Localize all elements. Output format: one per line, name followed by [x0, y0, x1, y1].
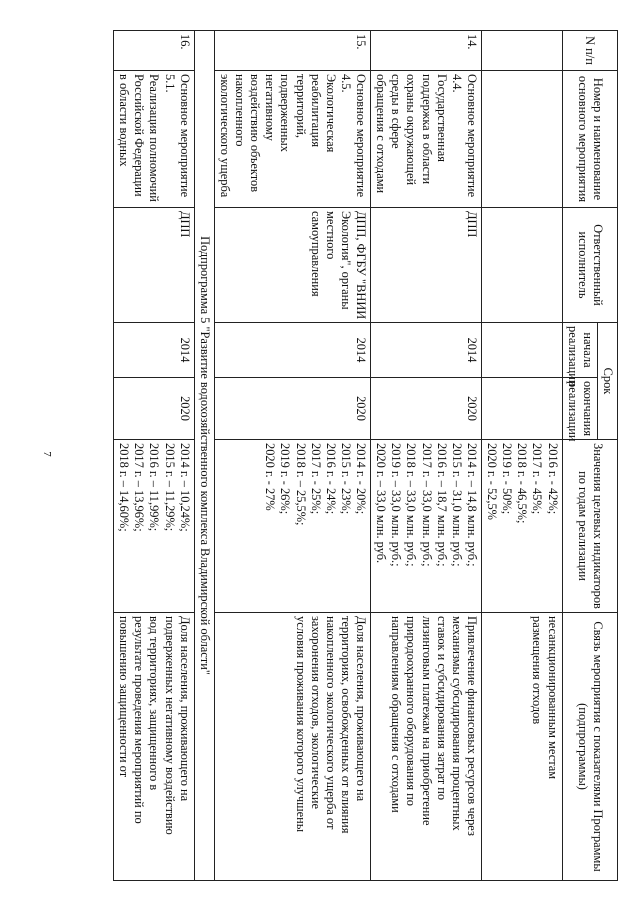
text-line: Привлечение финансовых ресурсов через: [465, 616, 479, 836]
cell-responsible: [371, 208, 482, 323]
text-line: Российской Федерации: [132, 74, 147, 197]
cell-name: [371, 71, 482, 208]
text-line: захоронения отходов, экологические: [308, 616, 323, 809]
text-line: в области водных: [117, 74, 132, 167]
text-line: повышению защищенности от: [117, 616, 132, 778]
text-line: местного: [323, 211, 338, 260]
header-term: Срок: [597, 323, 617, 440]
text-line: реабилитация: [308, 74, 323, 148]
cell-end: 2020: [114, 378, 195, 440]
cell-num: 16.: [114, 31, 195, 71]
text-line: Основное мероприятие: [354, 74, 369, 198]
header-link: Связь мероприятия с показателями Программы (подпрограммы): [562, 613, 617, 881]
text-line: 2014 г. – 14,8 млн. руб.;: [465, 443, 479, 567]
text-line: механизмы субсидирования процентных: [449, 616, 464, 831]
text-line: природоохранного оборудования по: [404, 616, 419, 807]
text-line: 2016 г. – 18,7 млн. руб.;: [434, 443, 449, 567]
text-line: территорий,: [293, 74, 308, 138]
text-line: 2017 г. – 13,96%;: [132, 443, 147, 532]
text-line: накопленного экологического ущерба от: [323, 616, 338, 830]
text-line: 2015 г. – 11,29%;: [162, 443, 177, 532]
text-line: экологического ущерба: [218, 74, 232, 198]
header-values: Значения целевых индикаторов по годам реализации: [562, 440, 617, 613]
cell-start: 2014: [371, 323, 482, 378]
text-line: 2020 г. - 52,5%: [485, 443, 500, 520]
cell-end: [482, 378, 563, 440]
text-line: 2018 г. - 46,5%;: [515, 443, 530, 524]
text-line: ставок и субсидирования затрат по: [434, 616, 449, 801]
cell-end: 2020: [214, 378, 370, 440]
text-line: 2017 г. - 45%;: [530, 443, 545, 515]
cell-end: 2020: [371, 378, 482, 440]
text-line: среды в сфере: [389, 74, 404, 149]
text-line: 2018 г. – 25,5%;: [293, 443, 308, 526]
text-line: вод территориях, защищенного в: [147, 616, 162, 791]
text-line: 2016 г. - 42%;: [545, 443, 560, 515]
text-line: 4.5.: [339, 74, 353, 93]
cell-name: [214, 71, 370, 208]
header-end: окончания реализации: [562, 378, 597, 440]
text-line: негативному: [263, 74, 278, 141]
text-line: воздействию объектов: [248, 74, 263, 193]
cell-responsible: [482, 208, 563, 323]
text-line: Доля населения, проживающего на: [354, 616, 369, 802]
text-line: 2017 г. – 33,0 млн. руб.;: [419, 443, 434, 567]
cell-link: [114, 613, 195, 881]
header-row: [597, 31, 617, 881]
text-line: ДПП: [177, 211, 192, 238]
text-line: размещения отходов: [530, 616, 545, 725]
text-line: Государственная: [434, 74, 449, 162]
text-line: 2020 г. – 33,0 млн. руб.: [374, 443, 389, 564]
cell-start: 2014: [214, 323, 370, 378]
text-line: 2019 г. - 50%;: [500, 443, 515, 515]
text-line: 2018 г. – 14,60%;: [117, 443, 132, 532]
header-num: N п/п: [562, 31, 617, 71]
subprogram-title: Подпрограмма 5 "Развитие водохозяйственного комплекса Владимирской области": [194, 31, 214, 881]
text-line: Экологическая: [323, 74, 338, 153]
text-line: 2014 г. – 10,24%;: [177, 443, 192, 532]
cell-name: [114, 71, 195, 208]
text-line: подверженных негативному воздействию: [162, 616, 177, 835]
text-line: лизинговым платежам на приобретение: [419, 616, 434, 826]
text-line: результате проведения мероприятий по: [132, 616, 147, 824]
cell-responsible: [114, 208, 195, 323]
text-line: 2018 г. – 33,0 млн. руб.;: [404, 443, 419, 567]
measures-table: [113, 30, 618, 881]
text-line: Основное мероприятие: [177, 74, 192, 198]
text-line: обращения с отходами: [374, 74, 389, 194]
text-line: 2014 г. - 20%;: [354, 443, 369, 515]
cell-responsible: [214, 208, 370, 323]
cell-num: 14.: [371, 31, 482, 71]
text-line: поддержка в области: [419, 74, 434, 185]
text-line: накопленного: [233, 74, 248, 147]
cell-values: [371, 440, 482, 613]
text-line: 2015 г. - 23%;: [339, 443, 353, 515]
text-line: Экология", органы: [339, 211, 353, 310]
cell-values: [482, 440, 563, 613]
text-line: подверженных: [278, 74, 293, 152]
text-line: Реализация полномочий: [147, 74, 162, 202]
text-line: 2019 г. - 26%;: [278, 443, 293, 515]
text-line: ДПП: [465, 211, 479, 238]
cell-values: [214, 440, 370, 613]
text-line: 4.4.: [449, 74, 464, 93]
table-row: [371, 31, 482, 881]
subprogram-row: [194, 31, 214, 881]
page-number: 7: [40, 451, 53, 457]
text-line: ДПП, ФГБУ "ВНИИ: [354, 211, 369, 320]
table-row: [482, 31, 563, 881]
header-start: начала реализации: [562, 323, 597, 378]
rotated-document-page: [68, 30, 618, 880]
cell-num: [482, 31, 563, 71]
text-line: 2016 г. - 24%;: [323, 443, 338, 515]
text-line: направлениям обращения с отходами: [389, 616, 404, 813]
text-line: Основное мероприятие: [465, 74, 479, 198]
table-row: [214, 31, 370, 881]
cell-values: [114, 440, 195, 613]
cell-num: 15.: [214, 31, 370, 71]
cell-link: [371, 613, 482, 881]
text-line: 2019 г. – 33,0 млн. руб.;: [389, 443, 404, 567]
text-line: 5.1.: [162, 74, 177, 93]
cell-start: 2014: [114, 323, 195, 378]
header-name: Номер и наименование основного мероприятия: [562, 71, 617, 208]
text-line: самоуправления: [308, 211, 323, 297]
text-line: охраны окружающей: [404, 74, 419, 186]
text-line: 2016 г. – 11,99%;: [147, 443, 162, 532]
cell-link: [214, 613, 370, 881]
cell-link: [482, 613, 563, 881]
text-line: 2017 г. - 25%;: [308, 443, 323, 515]
table-row: [114, 31, 195, 881]
text-line: несанкционированным местам: [545, 616, 560, 780]
header-responsible: Ответственный исполнитель: [562, 208, 617, 323]
text-line: 2020 г. - 27%: [263, 443, 278, 511]
cell-name: [482, 71, 563, 208]
text-line: Доля населения, проживающего на: [177, 616, 192, 802]
text-line: территориях, освобожденных от влияния: [339, 616, 353, 834]
cell-start: [482, 323, 563, 378]
text-line: условия проживания которого улучшены: [293, 616, 308, 833]
text-line: 2015 г. – 31,0 млн. руб.;: [449, 443, 464, 567]
